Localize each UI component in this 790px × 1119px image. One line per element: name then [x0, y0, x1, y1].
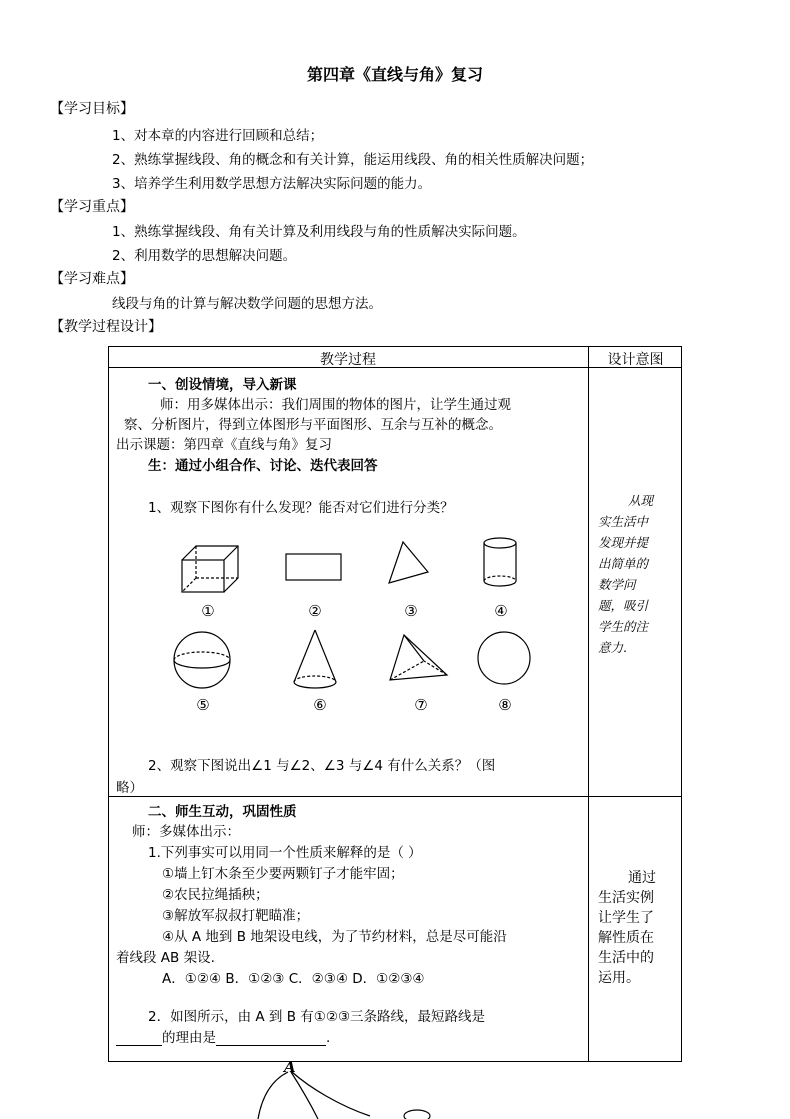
part2-question1: 1.下列事实可以用同一个性质来解释的是（ ） — [148, 845, 422, 861]
objectives-heading: 【学习目标】 — [50, 101, 134, 117]
intent-line: 解性质在 — [598, 930, 654, 946]
rectangle-shape — [286, 554, 341, 580]
shape-label: ④ — [494, 602, 508, 620]
process-heading: 【教学过程设计】 — [50, 319, 162, 335]
intent-line: 通过 — [628, 870, 656, 886]
route-path-left — [258, 1072, 288, 1119]
reason-blank[interactable] — [216, 1031, 326, 1046]
part1-question2-cont: 略） — [116, 780, 143, 796]
part1-line: 师：用多媒体出示：我们周围的物体的图片，让学生通过观 — [160, 397, 511, 413]
part1-heading: 一、创设情境，导入新课 — [148, 377, 297, 393]
part2-teacher: 师：多媒体出示： — [132, 824, 240, 840]
part1-line: 察、分析图片，得到立体图形与平面图形、互余与互补的概念。 — [124, 417, 502, 433]
route-marker — [404, 1110, 430, 1119]
intent-line: 生活实例 — [598, 890, 654, 906]
intent-line: 学生的注 — [598, 619, 649, 634]
table-row-divider — [108, 796, 682, 797]
cone-shape — [294, 630, 336, 688]
part1-line: 出示课题：第四章《直线与角》复习 — [116, 437, 332, 453]
intent-line: 生活中的 — [598, 950, 654, 966]
reason-label: 的理由是 — [162, 1030, 216, 1046]
key-point-item: 2、利用数学的思想解决问题。 — [112, 248, 297, 264]
cylinder-shape — [484, 538, 516, 586]
shape-label: ① — [201, 602, 215, 620]
part1-question1: 1、观察下图你有什么发现？能否对它们进行分类？ — [148, 500, 454, 516]
intent-line: 实生活中 — [598, 514, 649, 529]
part1-question2: 2、观察下图说出∠1 与∠2、∠3 与∠4 有什么关系？（图 — [148, 758, 496, 774]
key-point-item: 1、熟练掌握线段、角有关计算及利用线段与角的性质解决实际问题。 — [112, 224, 526, 240]
intent-line: 题，吸引 — [598, 598, 649, 613]
point-a-label: A — [284, 1058, 296, 1076]
part2-choices: A．①②④ B．①②③ C．②③④ D．①②③④ — [162, 971, 425, 987]
cube-shape — [182, 546, 238, 592]
part2-option-cont: 着线段 AB 架设. — [116, 950, 215, 966]
part2-option: ③解放军叔叔打靶瞄准； — [162, 908, 310, 924]
intent-line: 出简单的 — [598, 556, 649, 571]
shape-label: ② — [308, 602, 322, 620]
col-header-process: 教学过程 — [320, 352, 376, 368]
intent-line: 让学生了 — [598, 910, 654, 926]
part1-line: 生：通过小组合作、讨论、迭代表回答 — [148, 458, 378, 474]
objective-item: 1、对本章的内容进行回顾和总结； — [112, 128, 324, 144]
objective-item: 2、熟练掌握线段、角的概念和有关计算，能运用线段、角的相关性质解决问题； — [112, 152, 594, 168]
difficulties-text: 线段与角的计算与解决数学问题的思想方法。 — [112, 296, 382, 312]
intent-line: 运用。 — [598, 970, 640, 986]
route-path-right — [292, 1072, 370, 1116]
part2-option: ④从 A 地到 B 地架设电线，为了节约材料，总是尽可能沿 — [162, 929, 507, 945]
part2-heading: 二、师生互动，巩固性质 — [148, 804, 297, 820]
period: . — [326, 1030, 331, 1046]
circle-shape — [478, 632, 530, 684]
table-column-divider — [588, 346, 589, 1062]
intent-line: 数学问 — [598, 577, 636, 592]
part2-question2-cont — [116, 1026, 330, 1046]
route-path-middle — [291, 1072, 318, 1119]
shape-label: ③ — [404, 602, 418, 620]
part2-option: ①墙上钉木条至少要两颗钉子才能牢固； — [162, 866, 404, 882]
route-figure — [240, 1058, 440, 1119]
objective-item: 3、培养学生利用数学思想方法解决实际问题的能力。 — [112, 176, 432, 192]
shape-label: ⑦ — [414, 696, 428, 714]
solid-shapes-figure — [160, 525, 560, 725]
intent-line: 意力. — [598, 640, 627, 655]
col-header-intent: 设计意图 — [607, 352, 664, 368]
answer-blank[interactable] — [116, 1031, 162, 1046]
triangle-shape — [389, 542, 428, 583]
key-points-heading: 【学习重点】 — [50, 199, 134, 215]
sphere-shape — [174, 632, 230, 688]
shape-label: ⑤ — [196, 696, 210, 714]
tetrahedron-shape — [390, 635, 447, 680]
intent-line: 从现 — [628, 493, 654, 508]
shape-label: ⑧ — [498, 696, 512, 714]
part2-question2: 2．如图所示，由 A 到 B 有①②③三条路线，最短路线是 — [148, 1009, 486, 1025]
page-title: 第四章《直线与角》复习 — [306, 65, 483, 84]
part2-option: ②农民拉绳插秧； — [162, 887, 269, 903]
difficulties-heading: 【学习难点】 — [50, 271, 134, 287]
shape-label: ⑥ — [313, 696, 327, 714]
intent-line: 发现并提 — [598, 535, 649, 550]
